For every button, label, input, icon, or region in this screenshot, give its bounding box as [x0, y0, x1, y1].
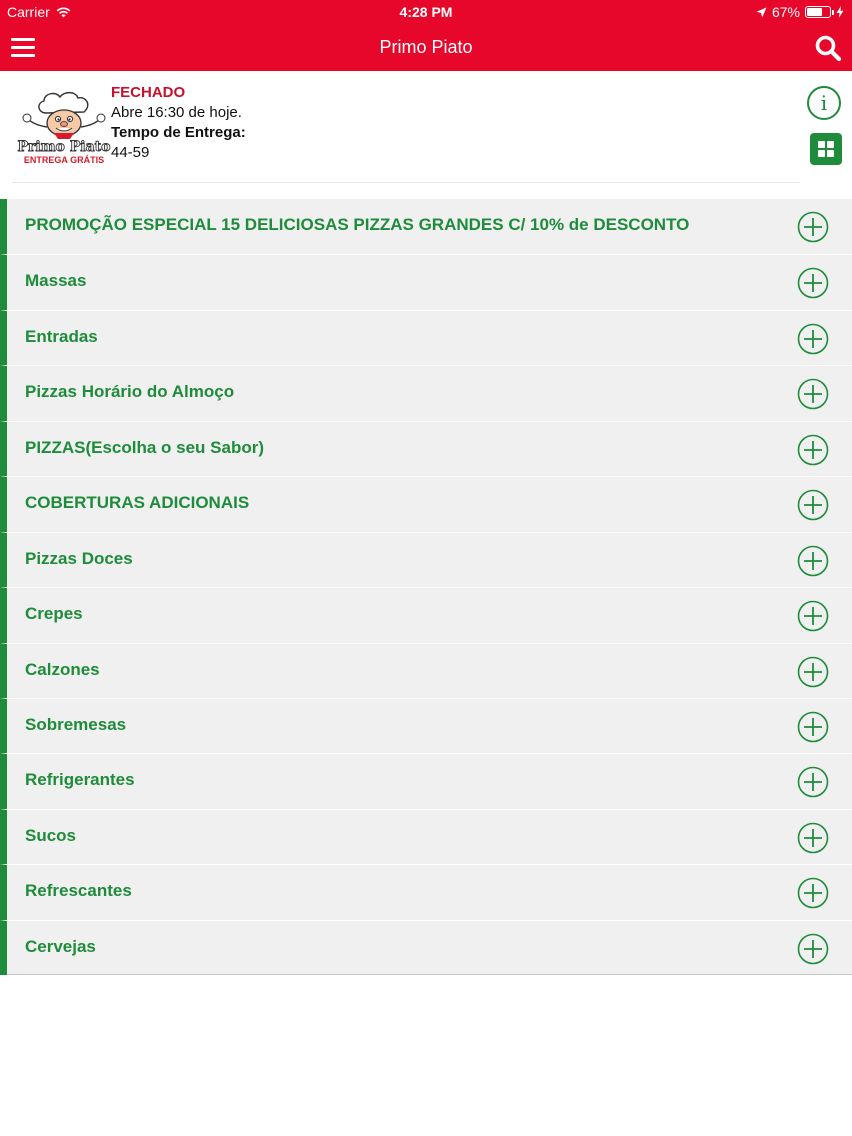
info-icon[interactable]: i	[807, 86, 841, 120]
category-name: Pizzas Horário do Almoço	[25, 382, 235, 402]
category-name: Entradas	[25, 326, 98, 346]
carrier-label: Carrier	[7, 4, 50, 20]
category-name: PROMOÇÃO ESPECIAL 15 DELICIOSAS PIZZAS GRANDES C/ 10% de DESCONTO	[25, 215, 690, 234]
category-name: Sucos	[25, 825, 77, 845]
expand-plus-icon[interactable]	[797, 545, 829, 577]
category-row[interactable]	[0, 698, 852, 753]
category-row[interactable]	[0, 421, 852, 476]
expand-plus-icon[interactable]	[797, 323, 829, 355]
expand-plus-icon[interactable]	[797, 434, 829, 466]
clock: 4:28 PM	[399, 4, 453, 20]
category-name: Cervejas	[25, 936, 96, 956]
category-row[interactable]	[0, 753, 852, 808]
category-row[interactable]	[0, 920, 852, 975]
store-info	[111, 83, 246, 163]
category-row[interactable]	[0, 587, 852, 642]
opening-hours: Abre 16:30 de hoje.	[111, 104, 242, 121]
expand-plus-icon[interactable]	[797, 711, 829, 743]
expand-plus-icon[interactable]	[797, 600, 829, 632]
grid-view-icon[interactable]	[810, 133, 842, 165]
category-name: Refrescantes	[25, 881, 132, 901]
navigation-bar	[0, 24, 852, 71]
category-row[interactable]	[0, 199, 852, 254]
category-name: Crepes	[25, 604, 83, 624]
category-name: Pizzas Doces	[25, 548, 133, 568]
battery-percent: 67%	[771, 4, 800, 20]
status-right	[756, 4, 844, 20]
category-name: Refrigerantes	[25, 770, 135, 790]
category-row[interactable]	[0, 809, 852, 864]
delivery-time-value: 44-59	[111, 144, 150, 161]
page-title: Primo Piato	[379, 37, 473, 57]
battery-level	[807, 8, 822, 16]
expand-plus-icon[interactable]	[797, 822, 829, 854]
expand-plus-icon[interactable]	[797, 933, 829, 965]
store-logo	[16, 89, 112, 167]
expand-plus-icon[interactable]	[797, 877, 829, 909]
category-row[interactable]	[0, 254, 852, 309]
category-row[interactable]	[0, 310, 852, 365]
battery-icon	[805, 6, 831, 18]
category-name: Sobremesas	[25, 714, 127, 734]
category-name: COBERTURAS ADICIONAIS	[25, 493, 250, 513]
expand-plus-icon[interactable]	[797, 656, 829, 688]
header-divider	[12, 182, 800, 183]
category-name: Massas	[25, 271, 87, 291]
category-row[interactable]	[0, 532, 852, 587]
category-row[interactable]	[0, 476, 852, 531]
location-arrow-icon	[756, 7, 767, 18]
delivery-time-label: Tempo de Entrega:	[111, 124, 246, 141]
category-name: PIZZAS(Escolha o seu Sabor)	[25, 437, 264, 457]
expand-plus-icon[interactable]	[797, 211, 829, 243]
logo-subtext: ENTREGA GRÁTIS	[23, 155, 105, 165]
logo-wordmark: Primo Piato	[17, 139, 111, 155]
category-row[interactable]	[0, 643, 852, 698]
expand-plus-icon[interactable]	[797, 489, 829, 521]
expand-plus-icon[interactable]	[797, 766, 829, 798]
category-row[interactable]	[0, 365, 852, 420]
charging-bolt-icon	[836, 6, 844, 18]
store-header	[0, 71, 852, 199]
store-status: FECHADO	[111, 84, 186, 101]
expand-plus-icon[interactable]	[797, 378, 829, 410]
status-bar	[0, 0, 852, 24]
category-row[interactable]	[0, 864, 852, 919]
category-list	[0, 199, 852, 975]
expand-plus-icon[interactable]	[797, 267, 829, 299]
search-icon[interactable]	[814, 34, 842, 62]
category-name: Calzones	[25, 659, 100, 679]
